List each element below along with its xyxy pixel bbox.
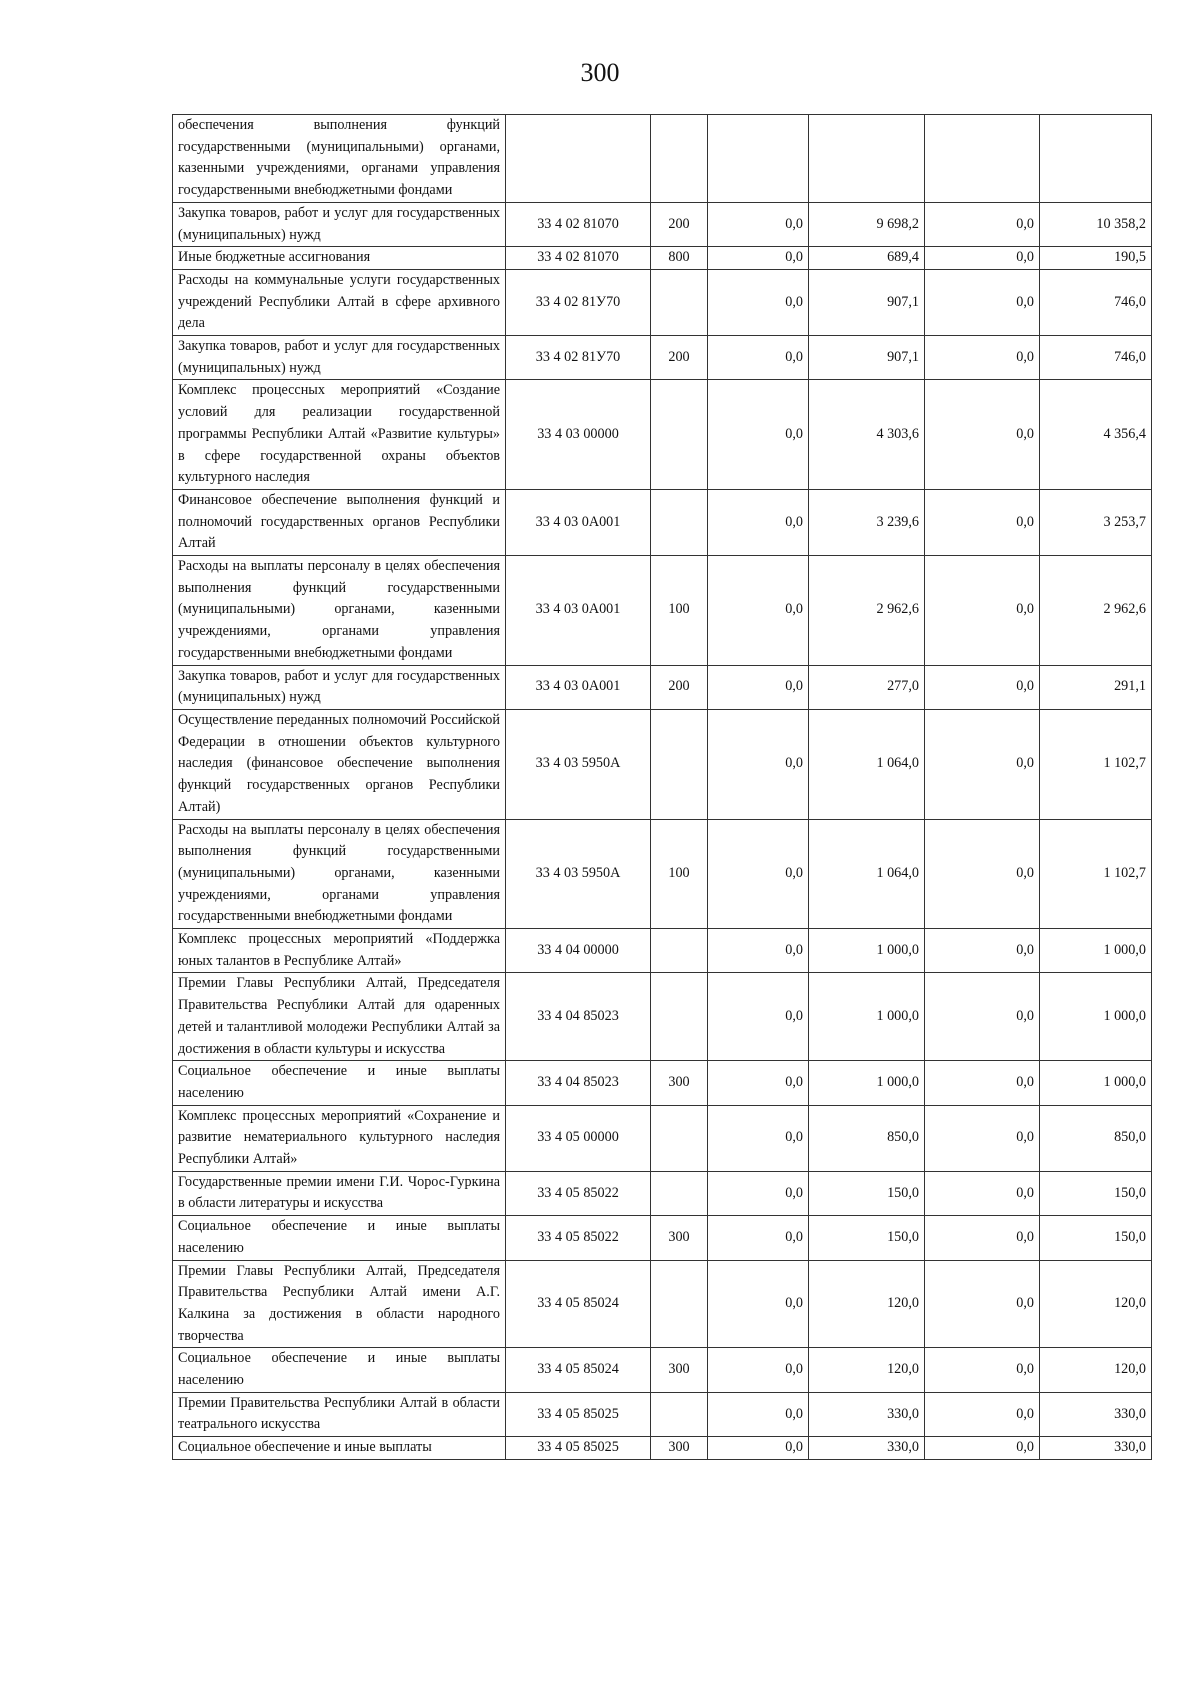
- row-code: 33 4 05 85022: [506, 1171, 651, 1215]
- row-expense-type: 200: [651, 202, 708, 246]
- row-code: 33 4 05 00000: [506, 1105, 651, 1171]
- row-code: 33 4 03 00000: [506, 380, 651, 490]
- row-value-3: 0,0: [925, 1216, 1040, 1260]
- row-code: 33 4 05 85024: [506, 1348, 651, 1392]
- row-expense-type: [651, 1260, 708, 1348]
- row-code: 33 4 04 00000: [506, 929, 651, 973]
- row-value-2: 1 000,0: [809, 973, 925, 1061]
- row-name: Социальное обеспечение и иные выплаты населению: [173, 1348, 506, 1392]
- row-value-2: 330,0: [809, 1392, 925, 1436]
- row-code: 33 4 03 5950А: [506, 819, 651, 929]
- row-name: Государственные премии имени Г.И. Чорос-Гуркина в области литературы и искусства: [173, 1171, 506, 1215]
- row-name: Комплекс процессных мероприятий «Сохранение и развитие нематериального культурного наследия Республики Алтай»: [173, 1105, 506, 1171]
- row-code: 33 4 04 85023: [506, 1061, 651, 1105]
- row-expense-type: [651, 973, 708, 1061]
- row-value-3: 0,0: [925, 1437, 1040, 1460]
- table-row: [173, 380, 1152, 490]
- row-name: Социальное обеспечение и иные выплаты населению: [173, 1061, 506, 1105]
- row-expense-type: 300: [651, 1061, 708, 1105]
- row-value-3: 0,0: [925, 665, 1040, 709]
- row-expense-type: [651, 929, 708, 973]
- row-value-3: 0,0: [925, 819, 1040, 929]
- row-value-4: 1 102,7: [1040, 819, 1152, 929]
- row-value-1: 0,0: [708, 489, 809, 555]
- row-expense-type: 200: [651, 665, 708, 709]
- row-value-4: 1 000,0: [1040, 1061, 1152, 1105]
- row-code: 33 4 03 0А001: [506, 489, 651, 555]
- row-value-1: 0,0: [708, 1061, 809, 1105]
- table-row: [173, 1392, 1152, 1436]
- row-value-1: 0,0: [708, 336, 809, 380]
- row-name: Иные бюджетные ассигнования: [173, 247, 506, 270]
- row-expense-type: [651, 115, 708, 203]
- row-value-3: 0,0: [925, 1392, 1040, 1436]
- row-value-4: 1 000,0: [1040, 929, 1152, 973]
- row-value-4: 850,0: [1040, 1105, 1152, 1171]
- row-code: 33 4 05 85024: [506, 1260, 651, 1348]
- row-expense-type: 100: [651, 819, 708, 929]
- row-value-3: 0,0: [925, 1348, 1040, 1392]
- row-expense-type: 300: [651, 1437, 708, 1460]
- row-expense-type: 200: [651, 336, 708, 380]
- table-row: [173, 1348, 1152, 1392]
- row-value-3: 0,0: [925, 202, 1040, 246]
- table-row: [173, 269, 1152, 335]
- row-value-4: 120,0: [1040, 1348, 1152, 1392]
- row-value-2: 9 698,2: [809, 202, 925, 246]
- row-name: Социальное обеспечение и иные выплаты: [173, 1437, 506, 1460]
- row-value-4: 1 000,0: [1040, 973, 1152, 1061]
- row-value-1: 0,0: [708, 556, 809, 666]
- row-value-2: 120,0: [809, 1260, 925, 1348]
- table-row: [173, 1216, 1152, 1260]
- row-code: [506, 115, 651, 203]
- row-value-2: 330,0: [809, 1437, 925, 1460]
- row-value-2: 150,0: [809, 1171, 925, 1215]
- row-value-2: 277,0: [809, 665, 925, 709]
- table-row: [173, 1171, 1152, 1215]
- row-name: Закупка товаров, работ и услуг для государственных (муниципальных) нужд: [173, 336, 506, 380]
- row-value-2: 1 064,0: [809, 709, 925, 819]
- row-name: Закупка товаров, работ и услуг для государственных (муниципальных) нужд: [173, 202, 506, 246]
- row-expense-type: 300: [651, 1216, 708, 1260]
- table-row: [173, 1061, 1152, 1105]
- row-value-1: 0,0: [708, 1392, 809, 1436]
- row-value-1: 0,0: [708, 665, 809, 709]
- row-value-2: 2 962,6: [809, 556, 925, 666]
- row-value-4: [1040, 115, 1152, 203]
- row-value-4: 150,0: [1040, 1216, 1152, 1260]
- row-code: 33 4 03 5950А: [506, 709, 651, 819]
- row-value-3: [925, 115, 1040, 203]
- row-value-1: 0,0: [708, 819, 809, 929]
- row-value-3: 0,0: [925, 247, 1040, 270]
- table-row: [173, 665, 1152, 709]
- table-row: [173, 202, 1152, 246]
- row-value-4: 746,0: [1040, 269, 1152, 335]
- row-value-4: 3 253,7: [1040, 489, 1152, 555]
- row-code: 33 4 02 81У70: [506, 269, 651, 335]
- row-value-4: 120,0: [1040, 1260, 1152, 1348]
- row-code: 33 4 03 0А001: [506, 665, 651, 709]
- row-code: 33 4 02 81070: [506, 247, 651, 270]
- table-row: [173, 1437, 1152, 1460]
- row-name: Финансовое обеспечение выполнения функций и полномочий государственных органов Республики Алтай: [173, 489, 506, 555]
- row-value-4: 1 102,7: [1040, 709, 1152, 819]
- row-value-1: [708, 115, 809, 203]
- row-value-2: 4 303,6: [809, 380, 925, 490]
- row-value-3: 0,0: [925, 336, 1040, 380]
- row-value-3: 0,0: [925, 489, 1040, 555]
- row-value-2: 120,0: [809, 1348, 925, 1392]
- row-code: 33 4 05 85025: [506, 1392, 651, 1436]
- row-value-2: 689,4: [809, 247, 925, 270]
- row-value-1: 0,0: [708, 269, 809, 335]
- row-value-2: 850,0: [809, 1105, 925, 1171]
- row-value-3: 0,0: [925, 380, 1040, 490]
- row-value-3: 0,0: [925, 269, 1040, 335]
- row-value-1: 0,0: [708, 709, 809, 819]
- row-code: 33 4 02 81У70: [506, 336, 651, 380]
- row-value-1: 0,0: [708, 1260, 809, 1348]
- row-name: Осуществление переданных полномочий Российской Федерации в отношении объектов культурного наследия (финансовое обеспечение выполнения функций государственных органов Республики Алтай): [173, 709, 506, 819]
- table-row: [173, 247, 1152, 270]
- row-name: Премии Правительства Республики Алтай в области театрального искусства: [173, 1392, 506, 1436]
- row-expense-type: [651, 1392, 708, 1436]
- table-row: [173, 709, 1152, 819]
- row-name: Премии Главы Республики Алтай, Председателя Правительства Республики Алтай имени А.Г. Калкина за достижения в области народного творчества: [173, 1260, 506, 1348]
- row-expense-type: 100: [651, 556, 708, 666]
- table-row: [173, 489, 1152, 555]
- row-value-2: [809, 115, 925, 203]
- row-value-3: 0,0: [925, 1105, 1040, 1171]
- row-value-4: 150,0: [1040, 1171, 1152, 1215]
- row-code: 33 4 04 85023: [506, 973, 651, 1061]
- row-value-2: 1 064,0: [809, 819, 925, 929]
- row-value-4: 190,5: [1040, 247, 1152, 270]
- row-value-4: 330,0: [1040, 1392, 1152, 1436]
- row-value-3: 0,0: [925, 973, 1040, 1061]
- row-value-4: 10 358,2: [1040, 202, 1152, 246]
- table-row: [173, 115, 1152, 203]
- row-value-3: 0,0: [925, 1061, 1040, 1105]
- row-value-1: 0,0: [708, 202, 809, 246]
- row-name: Комплекс процессных мероприятий «Создание условий для реализации государственной программы Республики Алтай «Развитие культуры» в сфере государственной охраны объектов культурного наследия: [173, 380, 506, 490]
- table-row: [173, 556, 1152, 666]
- table-row: [173, 973, 1152, 1061]
- row-expense-type: [651, 709, 708, 819]
- row-value-4: 291,1: [1040, 665, 1152, 709]
- row-value-3: 0,0: [925, 929, 1040, 973]
- row-value-1: 0,0: [708, 1105, 809, 1171]
- row-code: 33 4 03 0А001: [506, 556, 651, 666]
- row-value-2: 150,0: [809, 1216, 925, 1260]
- row-value-4: 330,0: [1040, 1437, 1152, 1460]
- row-value-4: 4 356,4: [1040, 380, 1152, 490]
- row-code: 33 4 02 81070: [506, 202, 651, 246]
- row-value-1: 0,0: [708, 247, 809, 270]
- row-value-3: 0,0: [925, 1171, 1040, 1215]
- table-row: [173, 929, 1152, 973]
- row-value-1: 0,0: [708, 973, 809, 1061]
- row-value-4: 746,0: [1040, 336, 1152, 380]
- table-row: [173, 819, 1152, 929]
- row-value-3: 0,0: [925, 1260, 1040, 1348]
- row-value-1: 0,0: [708, 1171, 809, 1215]
- row-value-2: 907,1: [809, 269, 925, 335]
- row-value-2: 1 000,0: [809, 929, 925, 973]
- page-number: 300: [580, 58, 620, 87]
- row-name: Расходы на коммунальные услуги государственных учреждений Республики Алтай в сфере архивного дела: [173, 269, 506, 335]
- row-value-2: 3 239,6: [809, 489, 925, 555]
- table-row: [173, 1260, 1152, 1348]
- table-row: [173, 336, 1152, 380]
- row-expense-type: [651, 1171, 708, 1215]
- row-value-1: 0,0: [708, 1437, 809, 1460]
- row-expense-type: [651, 380, 708, 490]
- row-expense-type: 300: [651, 1348, 708, 1392]
- budget-table: [172, 114, 1152, 1460]
- row-name: Социальное обеспечение и иные выплаты населению: [173, 1216, 506, 1260]
- row-name: Премии Главы Республики Алтай, Председателя Правительства Республики Алтай для одаренных детей и талантливой молодежи Республики Алтай за достижения в области культуры и искусства: [173, 973, 506, 1061]
- row-expense-type: 800: [651, 247, 708, 270]
- row-name: обеспечения выполнения функций государственными (муниципальными) органами, казенными учреждениями, органами управления государственными внебюджетными фондами: [173, 115, 506, 203]
- row-expense-type: [651, 489, 708, 555]
- row-value-1: 0,0: [708, 1216, 809, 1260]
- row-value-1: 0,0: [708, 380, 809, 490]
- row-code: 33 4 05 85025: [506, 1437, 651, 1460]
- row-name: Закупка товаров, работ и услуг для государственных (муниципальных) нужд: [173, 665, 506, 709]
- row-value-4: 2 962,6: [1040, 556, 1152, 666]
- table-row: [173, 1105, 1152, 1171]
- row-value-2: 1 000,0: [809, 1061, 925, 1105]
- row-value-3: 0,0: [925, 556, 1040, 666]
- row-name: Комплекс процессных мероприятий «Поддержка юных талантов в Республике Алтай»: [173, 929, 506, 973]
- row-value-2: 907,1: [809, 336, 925, 380]
- row-name: Расходы на выплаты персоналу в целях обеспечения выполнения функций государственными (муниципальными) органами, казенными учреждениями, органами управления государственными внебюджетными фондами: [173, 556, 506, 666]
- row-value-1: 0,0: [708, 929, 809, 973]
- row-code: 33 4 05 85022: [506, 1216, 651, 1260]
- row-value-1: 0,0: [708, 1348, 809, 1392]
- row-value-3: 0,0: [925, 709, 1040, 819]
- row-expense-type: [651, 269, 708, 335]
- row-expense-type: [651, 1105, 708, 1171]
- row-name: Расходы на выплаты персоналу в целях обеспечения выполнения функций государственными (муниципальными) органами, казенными учреждениями, органами управления государственными внебюджетными фондами: [173, 819, 506, 929]
